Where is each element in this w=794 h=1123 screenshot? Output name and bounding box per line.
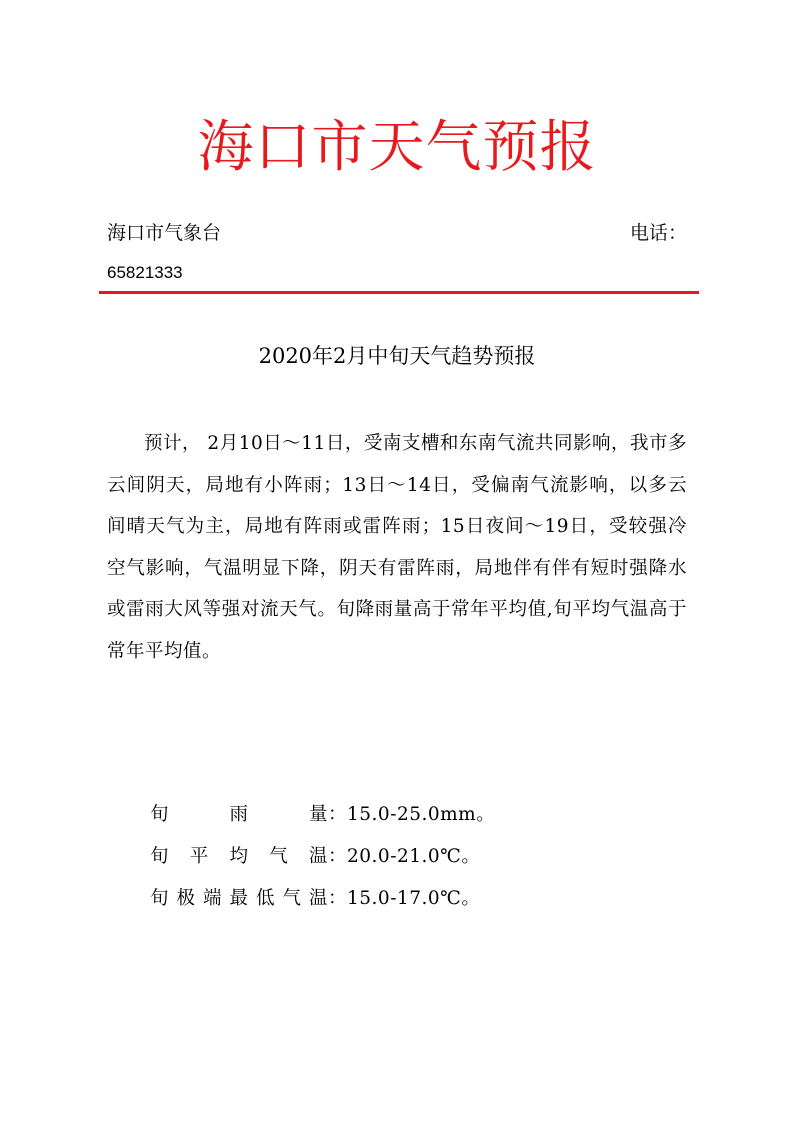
stat-label: 旬雨量 [150,804,328,825]
header-divider [99,291,699,294]
masthead-title: 海口市天气预报 [197,115,597,180]
stat-label: 旬极端最低气温 [150,888,328,909]
forecast-paragraph: 预计， 2月10日～11日，受南支槽和东南气流共同影响，我市多云间阴天，局地有小阵雨；13日～14日，受偏南气流影响，以多云间晴天气为主，局地有阵雨或雷阵雨；15日夜间～19日，受较强冷空气影响，气温明显下降，阴天有雷阵雨，局地伴有伴有短时强降水或雷雨大风等强对流天气。旬降雨量高于常年平均值,旬平均气温高于常年平均值。 [107,433,687,662]
phone-label: 电话： [630,222,688,244]
stat-row-min-temp [150,883,710,925]
stat-value: ：15.0-25.0mm。 [328,804,496,825]
stat-row-avg-temp [150,841,710,883]
stat-label: 旬平均气温 [150,846,328,867]
stat-value: ：15.0-17.0℃。 [328,888,481,909]
phone-number: 65821333 [107,263,183,282]
organization-name: 海口市气象台 [107,222,222,244]
forecast-stats [150,799,710,925]
stat-value: ：20.0-21.0℃。 [328,846,481,867]
document-title: 2020年2月中旬天气趋势预报 [258,344,536,368]
stat-row-rainfall [150,799,710,841]
